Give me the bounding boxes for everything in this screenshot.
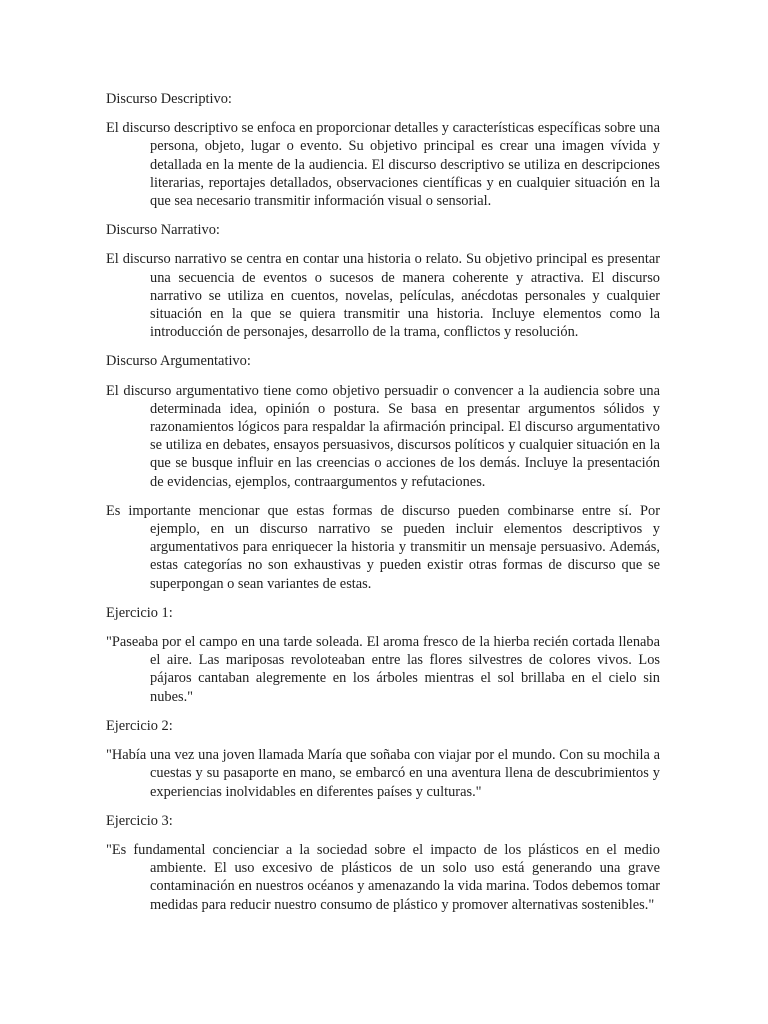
exercise-text-1: "Paseaba por el campo en una tarde soleada. El aroma fresco de la hierba recién cortada llenaba el aire. Las mariposas revoloteaban entre las flores silvestres de colores vivos. Los pájaros cantaban alegremente en los árboles mientras el sol brillaba en el cielo sin nubes." [106,634,660,705]
exercise-text-2: "Había una vez una joven llamada María que soñaba con viajar por el mundo. Con su mochila a cuestas y su pasaporte en mano, se embarcó en una aventura llena de descubrimientos y experiencias inolvidables en diferentes países y culturas." [106,747,660,800]
paragraph-narrativo: El discurso narrativo se centra en contar una historia o relato. Su objetivo principal es presentar una secuencia de eventos o sucesos de manera coherente y atractiva. El discurso narrativo se utiliza en cuentos, novelas, películas, anécdotas personales y cualquier situación en la que se quiera transmitir una historia. Incluye elementos como la introducción de personajes, desarrollo de la trama, conflictos y resolución. [106,251,660,341]
paragraph-descriptivo: El discurso descriptivo se enfoca en proporcionar detalles y características específicas sobre una persona, objeto, lugar o evento. Su objetivo principal es crear una imagen vívida y detallada en la mente de la audiencia. El discurso descriptivo se utiliza en descripciones literarias, reportajes detallados, observaciones científicas y en cualquier situación en la que sea necesario transmitir información visual o sensorial. [106,120,660,210]
exercise-heading-1: Ejercicio 1: [106,604,173,621]
document-page [106,90,660,925]
paragraph-argumentativo: El discurso argumentativo tiene como objetivo persuadir o convencer a la audiencia sobre una determinada idea, opinión o postura. Se basa en presentar argumentos sólidos y razonamientos lógicos para respaldar la afirmación principal. El discurso argumentativo se utiliza en debates, ensayos persuasivos, discursos políticos y cualquier situación en la que se busque influir en las creencias o acciones de los demás. Incluye la presentación de evidencias, ejemplos, contraargumentos y refutaciones. [106,382,660,490]
exercise-heading-2: Ejercicio 2: [106,717,173,734]
exercise-text-3: "Es fundamental concienciar a la sociedad sobre el impacto de los plásticos en el medio ambiente. El uso excesivo de plásticos de un solo uso está generando una grave contaminación en nuestros océanos y amenazando la vida marina. Todos debemos tomar medidas para reducir nuestro consumo de plástico y promover alternativas sostenibles." [106,841,660,913]
paragraph-combinacion: Es importante mencionar que estas formas de discurso pueden combinarse entre sí. Por ejemplo, en un discurso narrativo se pueden incluir elementos descriptivos y argumentativos para enriquecer la historia y transmitir un mensaje persuasivo. Además, estas categorías no son exhaustivas y pueden existir otras formas de discurso que se superpongan o sean variantes de estas. [106,502,660,592]
section-heading-narrativo: Discurso Narrativo: [106,222,220,239]
section-heading-argumentativo: Discurso Argumentativo: [106,353,251,370]
section-heading-descriptivo: Discurso Descriptivo: [106,91,232,107]
exercise-heading-3: Ejercicio 3: [106,812,173,829]
